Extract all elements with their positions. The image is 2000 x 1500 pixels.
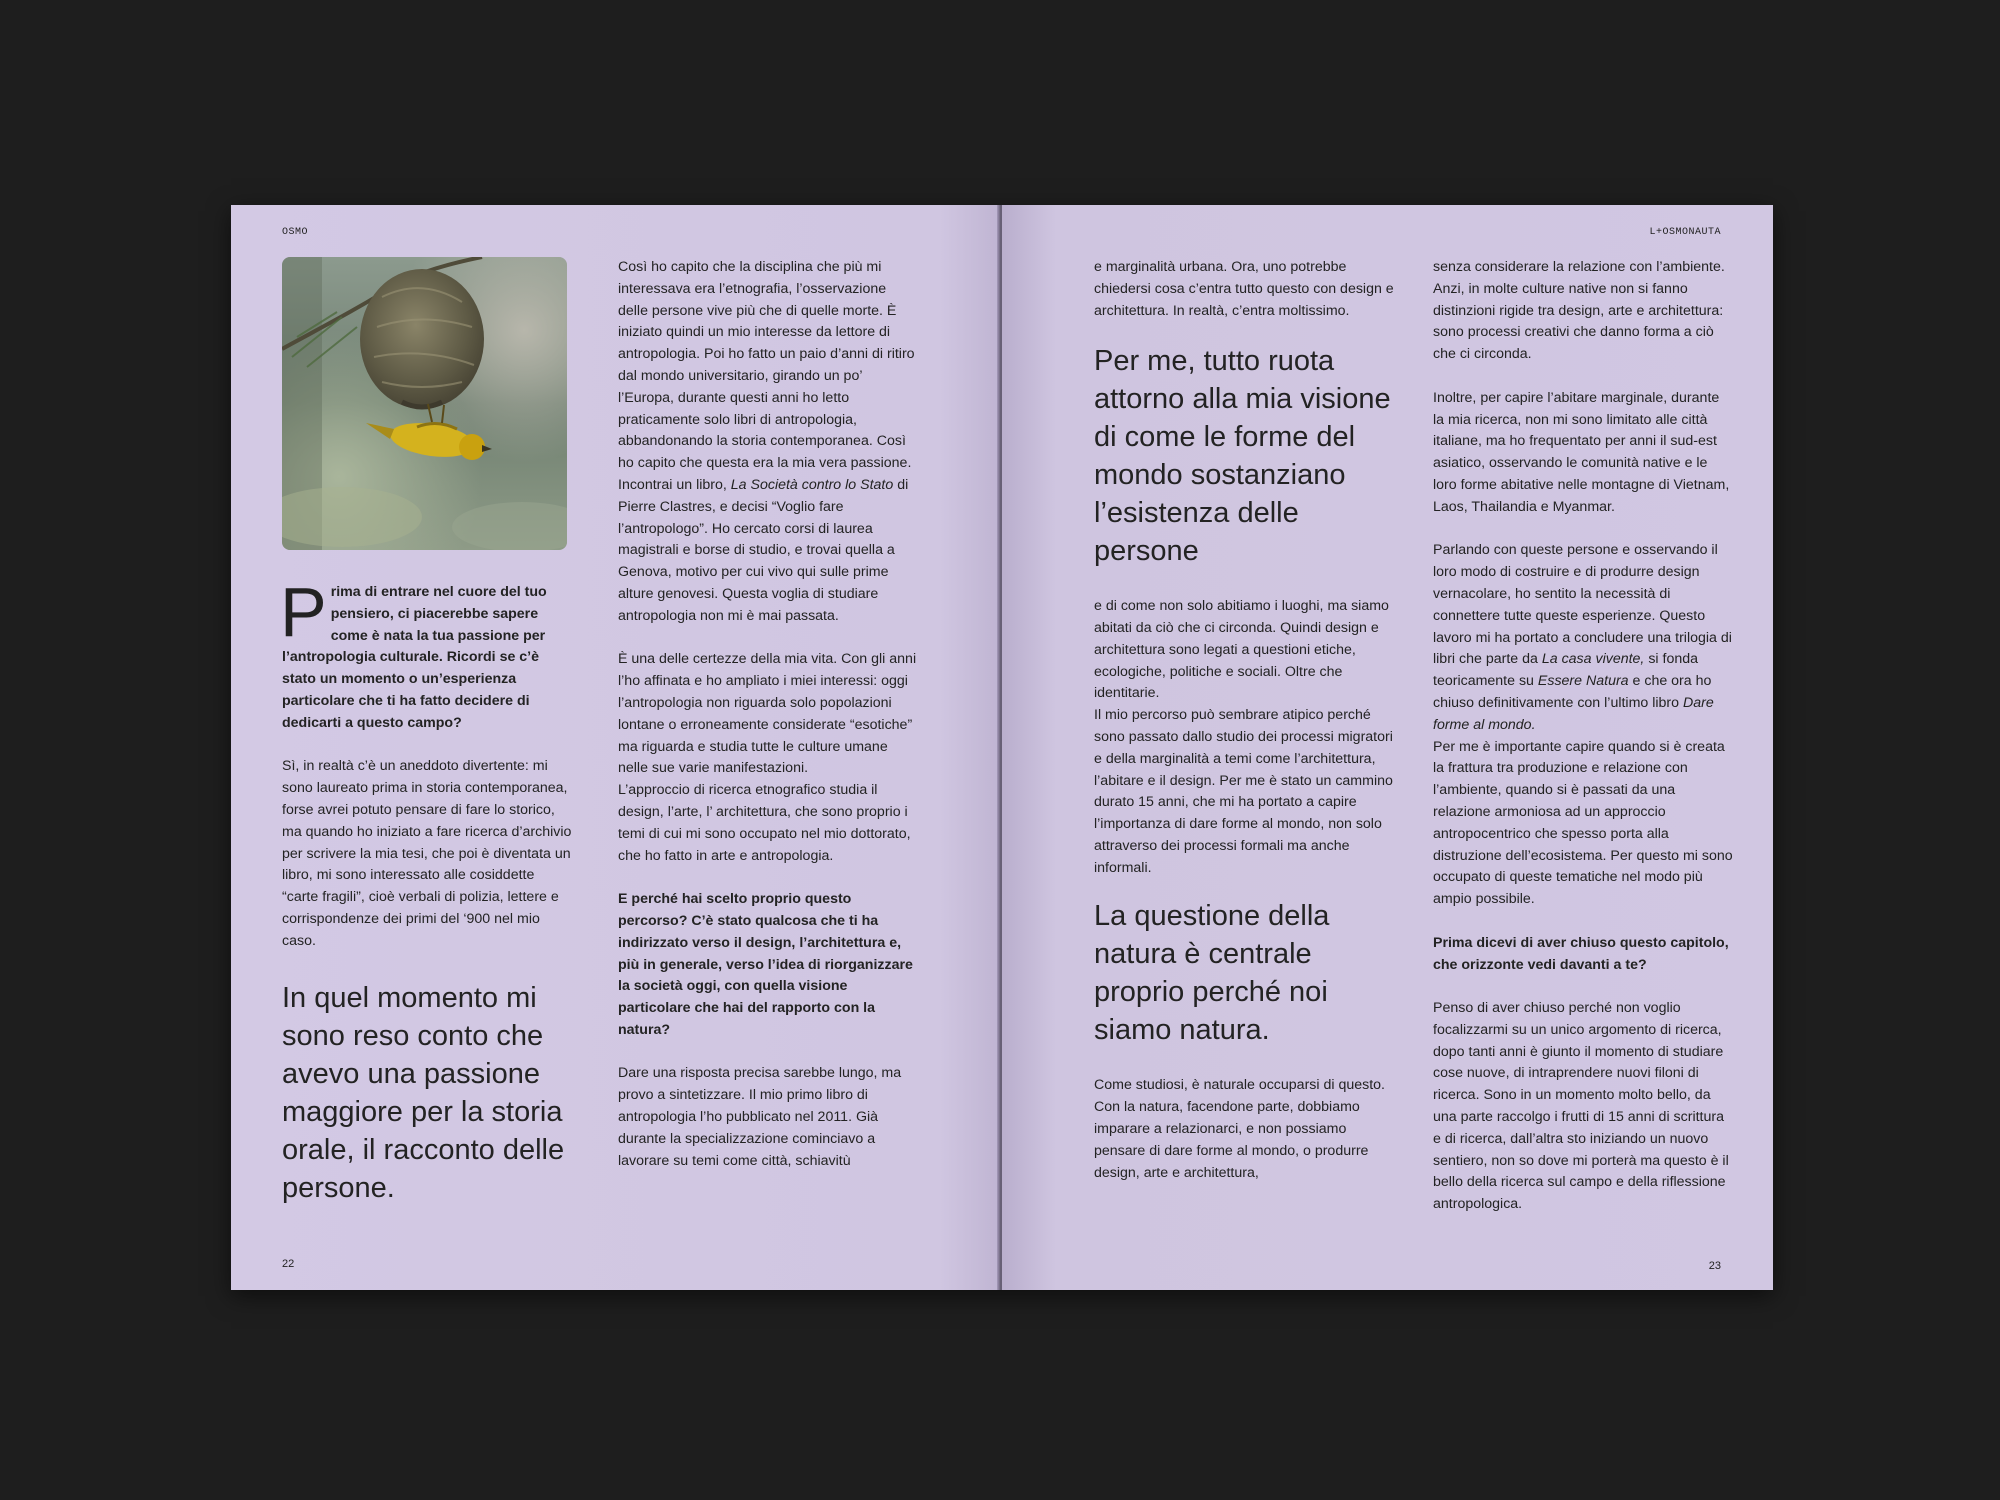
left-column-2 bbox=[618, 257, 918, 1194]
text-run: di Pierre Clastres, e decisi “Voglio fare l’antropologo”. Ho cercato corsi di laurea magistrali e borse di studio, e trovai quella a Genova, motivo per cui vivo qui sulle prime alture genovesi. Questa voglia di studiare antropologia non mi è mai passata. bbox=[618, 476, 909, 624]
paragraph-2: Inoltre, per capire l’abitare marginale, durante la mia ricerca, non mi sono limitato alle città italiane, ma ho frequentato per anni il sud-est asiatico, osservando le comunità native e le loro forme abitative nelle montagne di Vietnam, Laos, Thailandia e Myanmar. bbox=[1433, 389, 1730, 515]
paragraph-4: Per me è importante capire quando si è creata la frattura tra produzione e relazione con l’ambiente, quando si è passati da una relazione armoniosa ad un approccio antropocentrico che spesso porta alla distruzione dell’ecosistema. Per questo mi sono occupato di queste tematiche nel modo più ampio possibile. bbox=[1433, 738, 1733, 908]
pull-quote-right-1: Per me, tutto ruota attorno alla mia visione di come le forme del mondo sostanziano l’esistenza delle persone bbox=[1094, 345, 1391, 568]
interview-question-3: Prima dicevi di aver chiuso questo capitolo, che orizzonte vedi davanti a te? bbox=[1433, 934, 1729, 973]
paragraph-2: e di come non solo abitiamo i luoghi, ma siamo abitati da ciò che ci circonda. Quindi design e architettura sono legati a questioni etiche, ecologiche, politiche e sociali. Oltre che identitarie. bbox=[1094, 598, 1389, 702]
paragraph-3 bbox=[1433, 540, 1733, 736]
left-running-header: OSMO bbox=[282, 227, 309, 238]
text-run: Così ho capito che la disciplina che più mi interessava era l’etnografia, l’osservazione delle persone vive più che di quelle morte. È iniziato quindi un mio interesse da lettore di antropologia. Poi ho fatto un paio d’anni di ritiro dal mondo universitario, girando un po’ l’Europa, durante questi anni ho letto praticamente solo libri di antropologia, abbandonando la storia contemporanea. Così ho capito che questa era la mia vera passione. Incontrai un libro, bbox=[618, 259, 915, 493]
weaver-bird-photo bbox=[282, 257, 567, 550]
right-column-2 bbox=[1433, 257, 1733, 1238]
interview-question-2: E perché hai scelto proprio questo percorso? C’è stato qualcosa che ti ha indirizzato verso il design, l’architettura e, più in generale, verso l’idea di riorganizzare la società oggi, con quella visione particolare che hai del rapporto con la natura? bbox=[618, 891, 913, 1038]
drop-cap: P bbox=[280, 573, 327, 651]
right-page bbox=[1002, 205, 1773, 1290]
paragraph-3: Il mio percorso può sembrare atipico perché sono passato dallo studio dei processi migratori e della marginalità a temi come l’architettura, l’abitare e il design. Per me è stato un cammino durato 15 anni, che mi ha portato a capire l’importanza di dare forme al mondo, non solo attraverso dei processi formali ma anche informali. bbox=[1094, 707, 1393, 876]
bird-nest-illustration bbox=[282, 257, 567, 550]
paragraph-1 bbox=[618, 257, 918, 628]
interview-question-1 bbox=[280, 573, 572, 735]
book-title: Dare forme al mondo. bbox=[1433, 694, 1714, 733]
left-column-1 bbox=[280, 573, 572, 1228]
magazine-spread bbox=[231, 205, 1773, 1290]
answer-paragraph: Sì, in realtà c’è un aneddoto divertente: mi sono laureato prima in storia contemporanea, forse avrei potuto pensare di fare lo storico, ma quando ho iniziato a fare ricerca d’archivio per scrivere la mia tesi, che poi è diventata un libro, mi sono interessato alle cosiddette “carte fragili”, cioè verbali di polizia, lettere e corrispondenze dei primi del ‘900 nel mio caso. bbox=[282, 758, 572, 949]
right-column-1 bbox=[1094, 257, 1394, 1206]
page-number-right: 23 bbox=[1708, 1260, 1721, 1272]
book-title: La casa vivente, bbox=[1541, 651, 1645, 668]
text-run: Parlando con queste persone e osservando il loro modo di costruire e di produrre design vernacolare, ho sentito la necessità di connettere tutte queste esperienze. Questo lavoro mi ha portato a concludere una trilogia di libri che parte da bbox=[1433, 542, 1732, 668]
paragraph-4: Come studiosi, è naturale occuparsi di questo. Con la natura, facendone parte, dobbiamo imparare a relazionarci, e non possiamo pensare di dare forme al mondo, o produrre design, arte e architettura, bbox=[1094, 1077, 1386, 1181]
paragraph-2: È una delle certezze della mia vita. Con gli anni l’ho affinata e ho ampliato i miei interessi: oggi l’antropologia non riguarda solo popolazioni lontane o erroneamente considerate “esotiche” ma riguarda e studia tutte le culture umane nelle sue varie manifestazioni. bbox=[618, 651, 917, 777]
right-running-header: L+OSMONAUTA bbox=[1649, 227, 1721, 238]
page-number-left: 22 bbox=[282, 1258, 295, 1270]
question-text: rima di entrare nel cuore del tuo pensiero, ci piacerebbe sapere come è nata la tua passione per l’antropologia culturale. Ricordi se c’è stato un momento o un’esperienza particolare che ti ha fatto decidere di dedicarti a questo campo? bbox=[282, 584, 547, 731]
paragraph-1: e marginalità urbana. Ora, uno potrebbe chiedersi cosa c’entra tutto questo con design e architettura. In realtà, c’entra moltissimo. bbox=[1094, 259, 1394, 319]
pull-quote-right-2: La questione della natura è centrale proprio perché noi siamo natura. bbox=[1094, 900, 1330, 1047]
paragraph-3: L’approccio di ricerca etnografico studia il design, l’arte, l’ architettura, che sono proprio i temi di cui mi sono occupato nel mio dottorato, che ho fatto in arte e antropologia. bbox=[618, 782, 911, 864]
book-title: La Società contro lo Stato bbox=[730, 476, 894, 493]
paragraph-1: senza considerare la relazione con l’ambiente. Anzi, in molte culture native non si fanno distinzioni rigide tra design, arte e architettura: sono processi creativi che danno forma a ciò che ci circonda. bbox=[1433, 259, 1725, 363]
paragraph-5: Penso di aver chiuso perché non voglio focalizzarmi su un unico argomento di ricerca, dopo tanti anni è giunto il momento di studiare cose nuove, di intraprendere nuovi filoni di ricerca. Sono in un momento molto bello, da una parte raccolgo i frutti di 15 anni di scrittura e di ricerca, dall’altra sto iniziando un nuovo sentiero, non so dove mi porterà ma questo è il bello della ricerca sul campo e della riflessione antropologica. bbox=[1433, 1000, 1729, 1213]
text-run: si fonda teoricamente su bbox=[1433, 651, 1699, 690]
text-run: e che ora ho chiuso definitivamente con l’ultimo libro bbox=[1433, 673, 1712, 711]
left-page bbox=[231, 205, 1001, 1290]
book-title: Essere Natura bbox=[1537, 673, 1629, 690]
paragraph-4: Dare una risposta precisa sarebbe lungo, ma provo a sintetizzare. Il mio primo libro di antropologia l’ho pubblicato nel 2011. Già durante la specializzazione cominciavo a lavorare su temi come città, schiavitù bbox=[618, 1065, 902, 1169]
pull-quote-left: In quel momento mi sono reso conto che avevo una passione maggiore per la storia orale, il racconto delle persone. bbox=[282, 981, 565, 1204]
